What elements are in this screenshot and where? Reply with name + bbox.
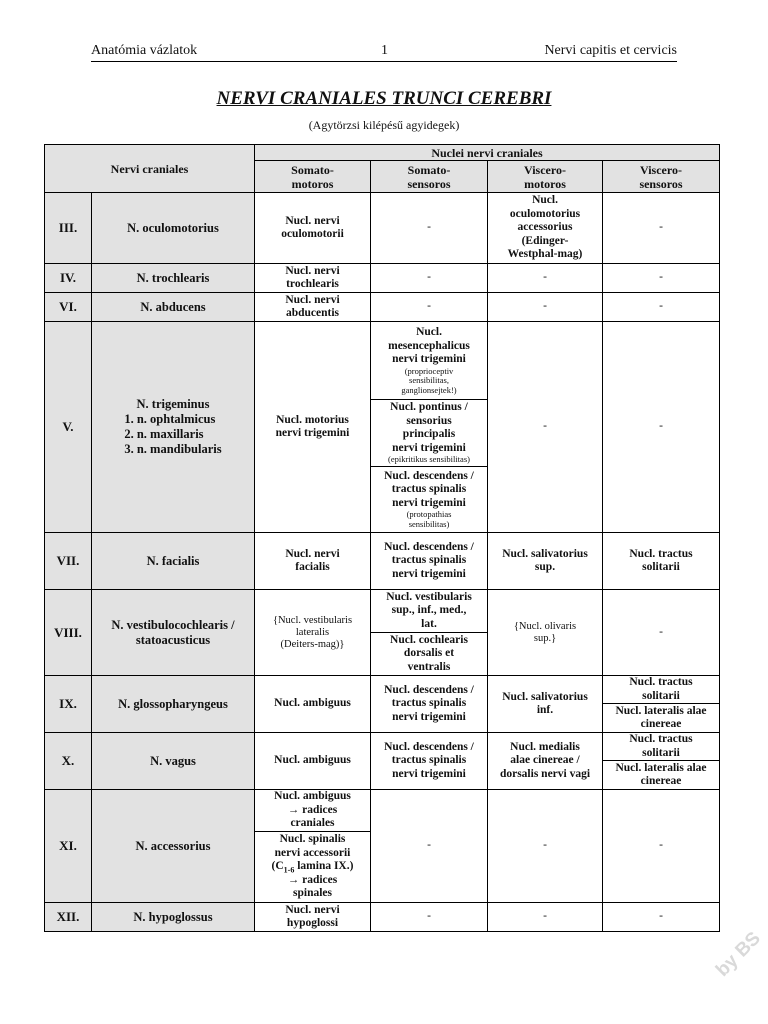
nerve-number: IV.	[45, 264, 92, 293]
nucleus-name: Nucl. descendens / tractus spinalis nervi trigemini	[384, 469, 474, 509]
watermark: by BS	[712, 927, 765, 981]
nerve-number: XI.	[45, 790, 92, 903]
cell-empty: -	[488, 903, 603, 932]
nerve-name: N. glossopharyngeus	[92, 676, 255, 733]
cell-empty: -	[371, 790, 488, 903]
cell-empty: -	[603, 293, 720, 322]
cell-empty: -	[603, 193, 720, 264]
table-row	[45, 790, 720, 832]
header-somatomotoros: Somato- motoros	[255, 161, 371, 193]
segment-subscript: 1-6	[283, 865, 295, 875]
nerve-number: V.	[45, 322, 92, 533]
cell-empty: -	[371, 264, 488, 293]
table-row	[45, 193, 720, 264]
table-row	[45, 676, 720, 704]
cell-empty: -	[488, 293, 603, 322]
nerve-name: N. abducens	[92, 293, 255, 322]
nerve-name	[92, 322, 255, 533]
nerve-number: XII.	[45, 903, 92, 932]
cell-visceromotor: Nucl. salivatorius sup.	[488, 533, 603, 590]
header-viscerosensoros: Viscero- sensoros	[603, 161, 720, 193]
cell-somatosensor-3	[371, 467, 488, 533]
nerve-name: N. vagus	[92, 733, 255, 790]
cell-viscerosensor-1: Nucl. tractus solitarii	[603, 733, 720, 761]
nucleus-note: (protopathias sensibilitas)	[406, 509, 452, 529]
header-left: Anatómia vázlatok	[91, 43, 198, 58]
table-row	[45, 322, 720, 400]
cell-somatomotor-1: Nucl. ambiguus → radices craniales	[255, 790, 371, 832]
cell-somatomotor: Nucl. nervi hypoglossi	[255, 903, 371, 932]
nerve-number: VIII.	[45, 590, 92, 676]
nucleus-note: (proprioceptiv sensibilitas, ganglionsejtek!)	[401, 365, 457, 395]
nerve-name: N. hypoglossus	[92, 903, 255, 932]
cell-empty: -	[603, 790, 720, 903]
cell-somatomotor-2	[255, 832, 371, 903]
cell-somatosensor-1	[371, 322, 488, 400]
cell-somatosensor-1: Nucl. vestibularis sup., inf., med., lat.	[371, 590, 488, 633]
cell-viscerosensor: Nucl. tractus solitarii	[603, 533, 720, 590]
cell-empty: -	[371, 293, 488, 322]
cell-empty: -	[603, 903, 720, 932]
cell-visceromotor: Nucl. oculomotorius accessorius (Edinger- Westphal-mag)	[488, 193, 603, 264]
table-row	[45, 903, 720, 932]
branch-1: 1. n. ophtalmicus	[124, 412, 216, 426]
header-nervi-craniales: Nervi craniales	[45, 145, 255, 193]
page-header	[91, 43, 677, 62]
cell-empty: -	[371, 903, 488, 932]
cell-somatosensor: Nucl. descendens / tractus spinalis nervi trigemini	[371, 676, 488, 733]
table-row	[45, 533, 720, 590]
nucleus-name: Nucl. mesencephalicus nervi trigemini	[388, 326, 470, 365]
cell-somatomotor: Nucl. ambiguus	[255, 733, 371, 790]
table-row	[45, 264, 720, 293]
cell-empty: -	[488, 264, 603, 293]
cell-somatomotor: Nucl. nervi abducentis	[255, 293, 371, 322]
nerve-number: III.	[45, 193, 92, 264]
cell-somatosensor: Nucl. descendens / tractus spinalis nervi trigemini	[371, 533, 488, 590]
document-subtitle: (Agytörzsi kilépésű agyidegek)	[308, 118, 460, 132]
cell-empty: -	[603, 590, 720, 676]
page-number: 1	[381, 43, 388, 58]
cell-viscerosensor-2: Nucl. lateralis alae cinereae	[603, 761, 720, 790]
cell-viscerosensor-2: Nucl. lateralis alae cinereae	[603, 704, 720, 733]
branch-2: 2. n. maxillaris	[124, 427, 204, 441]
document-title: NERVI CRANIALES TRUNCI CEREBRI	[216, 88, 552, 109]
table-row	[45, 293, 720, 322]
table-row	[45, 733, 720, 761]
nerve-name: N. accessorius	[92, 790, 255, 903]
nerve-number: X.	[45, 733, 92, 790]
cell-somatomotor: Nucl. nervi oculomotorii	[255, 193, 371, 264]
cell-somatomotor: Nucl. nervi trochlearis	[255, 264, 371, 293]
nucleus-text-a: Nucl. spinalis nervi accessorii (C	[271, 833, 351, 873]
branch-3: 3. n. mandibularis	[124, 442, 222, 456]
cell-somatomotor: Nucl. motorius nervi trigemini	[255, 322, 371, 533]
cell-empty: -	[371, 193, 488, 264]
cell-somatosensor-2	[371, 400, 488, 467]
nucleus-name: Nucl. pontinus / sensorius principalis nervi trigemini	[390, 401, 468, 454]
nucleus-note: (epikritikus sensibilitas)	[388, 454, 470, 465]
nerve-name: N. facialis	[92, 533, 255, 590]
cell-somatomotor: Nucl. ambiguus	[255, 676, 371, 733]
header-nuclei: Nuclei nervi craniales	[255, 145, 720, 161]
cell-somatomotor: Nucl. nervi facialis	[255, 533, 371, 590]
nucleus-text-b: lamina IX.) → radices spinales	[287, 860, 354, 900]
cell-empty: -	[603, 264, 720, 293]
cell-viscerosensor-1: Nucl. tractus solitarii	[603, 676, 720, 704]
cell-empty: -	[488, 322, 603, 533]
nerve-number: VI.	[45, 293, 92, 322]
cell-empty: -	[488, 790, 603, 903]
cell-visceromotor: Nucl. medialis alae cinereae / dorsalis nervi vagi	[488, 733, 603, 790]
nerve-name: N. trochlearis	[92, 264, 255, 293]
cell-visceromotor: Nucl. salivatorius inf.	[488, 676, 603, 733]
header-somatosensoros: Somato- sensoros	[371, 161, 488, 193]
cell-somatosensor: Nucl. descendens / tractus spinalis nervi trigemini	[371, 733, 488, 790]
header-visceromotoros: Viscero- motoros	[488, 161, 603, 193]
cell-visceromotor: {Nucl. olivaris sup.}	[488, 590, 603, 676]
header-right: Nervi capitis et cervicis	[544, 43, 677, 58]
cell-somatomotor: {Nucl. vestibularis lateralis (Deiters-mag)}	[255, 590, 371, 676]
table-row	[45, 590, 720, 633]
nerve-number: VII.	[45, 533, 92, 590]
cell-somatosensor-2: Nucl. cochlearis dorsalis et ventralis	[371, 633, 488, 676]
nerve-name: N. vestibulocochlearis / statoacusticus	[92, 590, 255, 676]
nerve-number: IX.	[45, 676, 92, 733]
cranial-nerves-table	[44, 144, 720, 932]
nerve-name-main: N. trigeminus	[136, 397, 210, 411]
cell-empty: -	[603, 322, 720, 533]
nerve-name: N. oculomotorius	[92, 193, 255, 264]
